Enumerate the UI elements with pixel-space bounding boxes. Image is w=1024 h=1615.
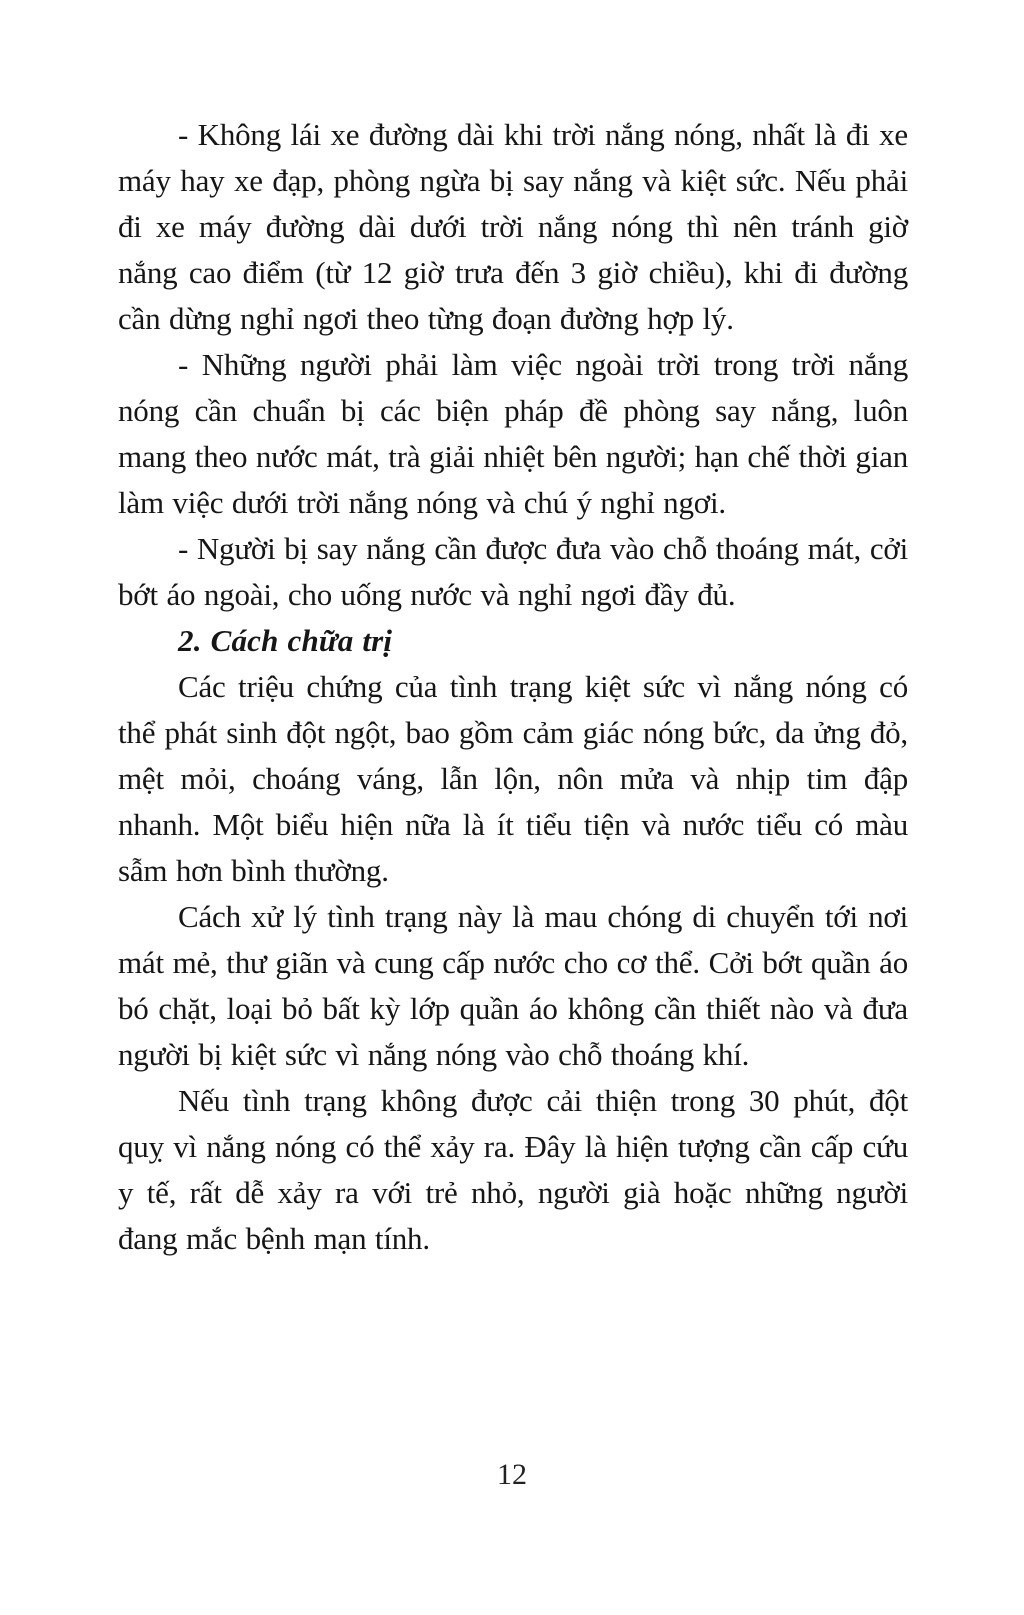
page-number: 12 [497,1458,527,1491]
paragraph-driving-advice: - Không lái xe đường dài khi trời nắng nóng, nhất là đi xe máy hay xe đạp, phòng ngừa bị say nắng và kiệt sức. Nếu phải đi xe máy đường dài dưới trời nắng nóng thì nên tránh giờ nắng cao điểm (từ 12 giờ trưa đến 3 giờ chiều), khi đi đường cần dừng nghỉ ngơi theo từng đoạn đường hợp lý. [118,117,908,336]
paragraph-heatstroke-first-aid: - Người bị say nắng cần được đưa vào chỗ thoáng mát, cởi bớt áo ngoài, cho uống nước và nghỉ ngơi đầy đủ. [118,531,908,612]
paragraph-treatment-steps: Cách xử lý tình trạng này là mau chóng di chuyển tới nơi mát mẻ, thư giãn và cung cấp nước cho cơ thể. Cởi bớt quần áo bó chặt, loại bỏ bất kỳ lớp quần áo không cần thiết nào và đưa người bị kiệt sức vì nắng nóng vào chỗ thoáng khí. [118,899,908,1072]
paragraph-outdoor-workers-advice: - Những người phải làm việc ngoài trời trong trời nắng nóng cần chuẩn bị các biện pháp đề phòng say nắng, luôn mang theo nước mát, trà giải nhiệt bên người; hạn chế thời gian làm việc dưới trời nắng nóng và chú ý nghỉ ngơi. [118,347,908,520]
section-heading-treatment: 2. Cách chữa trị [178,623,393,658]
paragraph-emergency-warning: Nếu tình trạng không được cải thiện trong 30 phút, đột quỵ vì nắng nóng có thể xảy ra. Đây là hiện tượng cần cấp cứu y tế, rất dễ xảy ra với trẻ nhỏ, người già hoặc những người đang mắc bệnh mạn tính. [118,1083,908,1256]
page-content [118,112,908,1262]
paragraph-symptoms: Các triệu chứng của tình trạng kiệt sức vì nắng nóng có thể phát sinh đột ngột, bao gồm cảm giác nóng bức, da ửng đỏ, mệt mỏi, choáng váng, lẫn lộn, nôn mửa và nhịp tim đập nhanh. Một biểu hiện nữa là ít tiểu tiện và nước tiểu có màu sẫm hơn bình thường. [118,669,908,888]
